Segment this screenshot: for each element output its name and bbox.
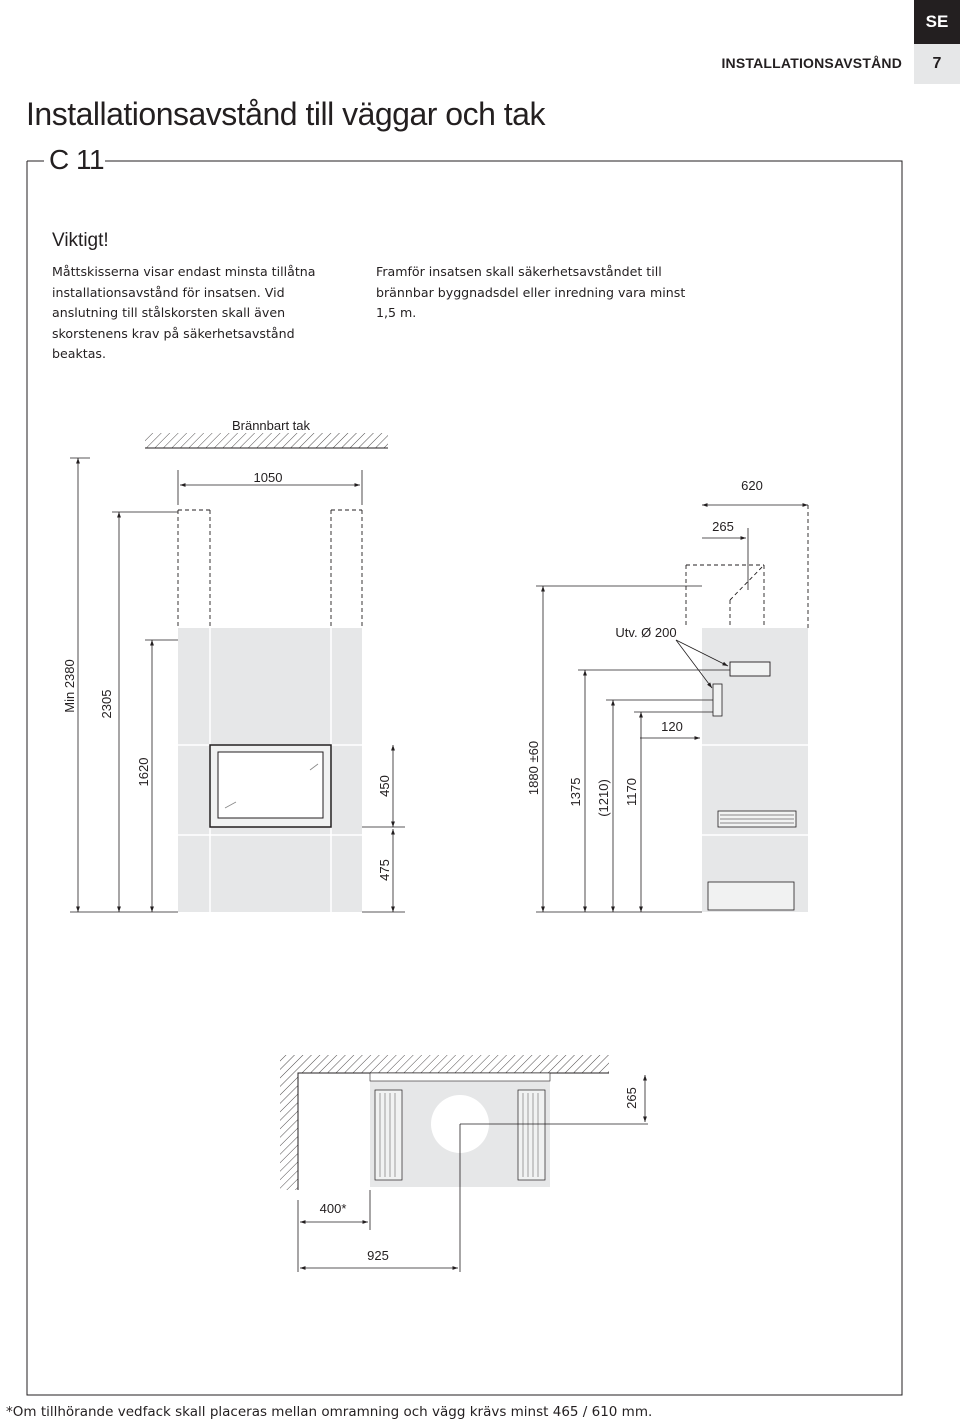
dim-min-2380: Min 2380 xyxy=(62,659,77,713)
note-title: Viktigt! xyxy=(52,230,109,251)
dim-620: 620 xyxy=(741,478,763,493)
dim-265-plan: 265 xyxy=(624,1087,639,1109)
ceiling-label: Brännbart tak xyxy=(231,418,311,433)
note-text-right: Framför insatsen skall säkerhetsavståndet till brännbar byggnadsdel eller inredning vara minst 1,5 m. xyxy=(376,264,686,320)
section-title: INSTALLATIONSAVSTÅND xyxy=(721,55,902,71)
outlet-label: Utv. Ø 200 xyxy=(615,625,677,640)
dim-450: 450 xyxy=(377,775,392,797)
dim-1210: (1210) xyxy=(596,779,611,817)
dim-2305: 2305 xyxy=(99,689,114,719)
model-label: C 11 xyxy=(49,144,105,175)
side-view-stove xyxy=(702,628,808,912)
side-chimney-outline xyxy=(686,505,808,628)
dim-1620: 1620 xyxy=(136,757,151,787)
front-chimney-outline xyxy=(178,510,362,628)
dim-925: 925 xyxy=(367,1248,389,1263)
dim-1375: 1375 xyxy=(568,777,583,807)
dim-1880: 1880 ±60 xyxy=(526,740,541,796)
page-number: 7 xyxy=(914,44,960,84)
plan-view xyxy=(280,1055,648,1272)
combustible-ceiling-hatch xyxy=(145,433,388,448)
language-tab: SE xyxy=(914,0,960,44)
front-view-stove xyxy=(178,628,362,912)
footnote: *Om tillhörande vedfack skall placeras mellan omramning och vägg krävs minst 465 / 610 mm. xyxy=(6,1404,653,1420)
dim-1170: 1170 xyxy=(624,778,639,806)
dim-400: 400* xyxy=(319,1201,347,1216)
dim-1050: 1050 xyxy=(253,470,283,485)
dim-475: 475 xyxy=(377,859,392,881)
page-title: Installationsavstånd till väggar och tak xyxy=(26,96,545,132)
note-text-left: Måttskisserna visar endast minsta tillåtna installationsavstånd för insatsen. Vid anslutning till stålskorsten skall även skorstenens krav på säkerhetsavstånd beaktas. xyxy=(52,264,316,361)
flue-outlet xyxy=(730,662,770,676)
dim-265-side: 265 xyxy=(712,519,734,534)
dim-120: 120 xyxy=(661,719,683,734)
